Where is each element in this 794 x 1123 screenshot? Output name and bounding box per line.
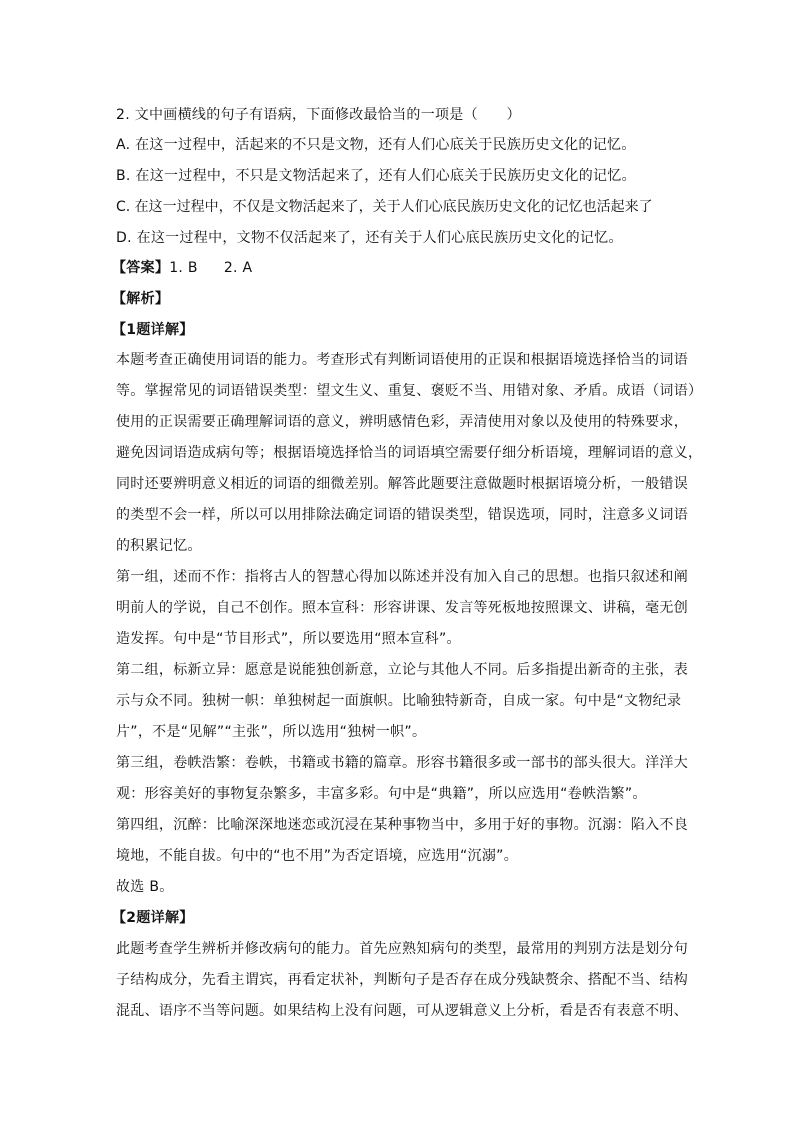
q1-heading: 【1题详解】: [112, 322, 194, 338]
option-c: C. 在这一过程中，不仅是文物活起来了，关于人们心底民族历史文化的记忆也活起来了: [116, 199, 653, 215]
group-3-line: 第三组，卷帙浩繁：卷帙，书籍或书籍的篇章。形容书籍很多或一部书的部头很大。洋洋大: [116, 755, 688, 771]
answer-tag: 【答案】: [112, 260, 170, 276]
option-b: B. 在这一过程中，不只是文物活起来了，还有人们心底关于民族历史文化的记忆。: [116, 168, 636, 184]
group-1-line: 造发挥。句中是“节目形式”，所以要选用“照本宣科”。: [116, 631, 461, 647]
option-a: A. 在这一过程中，活起来的不只是文物，还有人们心底关于民族历史文化的记忆。: [116, 137, 636, 153]
group-4-line: 第四组，沉醉：比喻深深地迷恋或沉浸在某种事物当中，多用于好的事物。沉溺：陷入不良: [116, 817, 688, 833]
analysis-heading: 【解析】: [112, 291, 170, 307]
group-1-line: 明前人的学说，自己不创作。照本宣科：形容讲课、发言等死板地按照课文、讲稿，毫无创: [116, 600, 688, 616]
answer-line: [112, 257, 252, 277]
q2-paragraph-line: 此题考查学生辨析并修改病句的能力。首先应熟知病句的类型，最常用的判别方法是划分句: [116, 941, 688, 957]
q1-paragraph-line: 本题考查正确使用词语的能力。考查形式有判断词语使用的正误和根据语境选择恰当的词语: [116, 352, 688, 368]
group-2-line: 片”，不是“见解”“主张”，所以选用“独树一帜”。: [116, 724, 427, 740]
q2-paragraph-line: 子结构成分，先看主谓宾，再看定状补，判断句子是否存在成分残缺赘余、搭配不当、结构: [116, 972, 688, 988]
q1-conclusion: 故选 B。: [116, 879, 174, 895]
question-2-stem: 2. 文中画横线的句子有语病，下面修改最恰当的一项是（ ）: [116, 107, 521, 123]
group-4-line: 境地，不能自拔。句中的“也不用”为否定语境，应选用“沉溺”。: [116, 848, 519, 864]
group-2-line: 第二组，标新立异：愿意是说能独创新意，立论与其他人不同。后多指提出新奇的主张，表: [116, 662, 688, 678]
q2-paragraph-line: 混乱、语序不当等问题。如果结构上没有问题，可从逻辑意义上分析，看是否有表意不明、: [116, 1003, 688, 1019]
group-3-line: 观：形容美好的事物复杂繁多，丰富多彩。句中是“典籍”，所以应选用“卷帙浩繁”。: [116, 786, 647, 802]
q1-paragraph-line: 的类型不会一样，所以可以用排除法确定词语的错误类型，错误选项，同时，注意多义词语: [116, 507, 688, 523]
answer-2: 2. A: [223, 260, 253, 276]
q1-paragraph-line: 等。掌握常见的词语错误类型：望文生义、重复、褒贬不当、用错对象、矛盾。成语（词语）: [116, 383, 703, 399]
answer-1: 1. B: [169, 260, 198, 276]
q1-paragraph-line: 同时还要辨明意义相近的词语的细微差别。解答此题要注意做题时根据语境分析，一般错误: [116, 476, 688, 492]
group-2-line: 示与众不同。独树一帜：单独树起一面旗帜。比喻独特新奇，自成一家。句中是“文物纪录: [116, 693, 682, 709]
q1-paragraph-line: 避免因词语造成病句等；根据语境选择恰当的词语填空需要仔细分析语境，理解词语的意义，: [116, 445, 703, 461]
group-1-line: 第一组，述而不作：指将古人的智慧心得加以陈述并没有加入自己的思想。也指只叙述和阐: [116, 569, 688, 585]
q1-paragraph-line: 使用的正误需要正确理解词语的意义，辨明感情色彩，弄清使用对象以及使用的特殊要求，: [116, 414, 688, 430]
q1-paragraph-line: 的积累记忆。: [116, 538, 202, 554]
option-d: D. 在这一过程中，文物不仅活起来了，还有关于人们心底民族历史文化的记忆。: [116, 230, 623, 246]
q2-heading: 【2题详解】: [112, 910, 194, 926]
